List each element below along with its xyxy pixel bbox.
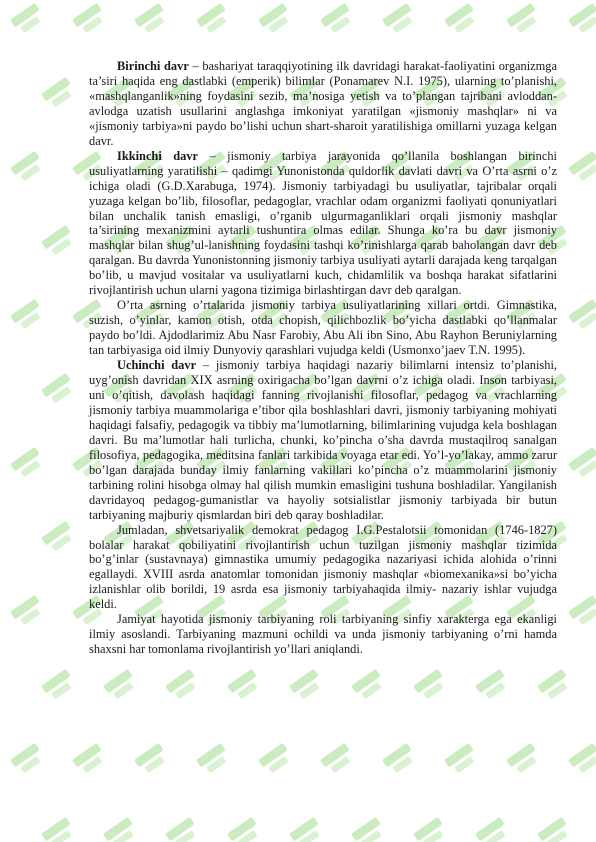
watermark-mark bbox=[506, 3, 541, 36]
watermark-mark bbox=[72, 3, 107, 36]
paragraph-second-period bbox=[89, 149, 557, 299]
watermark-mark bbox=[41, 521, 76, 554]
paragraph-text: Jamiyat hayotida jismoniy tarbiyaning roli tarbiyaning sinfiy xarakterga ega ekanligi ilmiy asoslandi. Tarbiyaning mazmuni ochildi va unda jismoniy tarbiyaning o’rni hamda shaxsni har tomonlama rivojlantirish yo’llari aniqlandi. bbox=[89, 612, 557, 657]
watermark-mark bbox=[568, 3, 596, 36]
watermark-mark bbox=[382, 3, 417, 36]
paragraph-text: O’rta asrning o’rtalarida jismoniy tarbiya usuliyatlarining xillari ortdi. Gimnastika, suzish, o’yinlar, kamon otish, otda chopish, qilichbozlik bo’yicha dastlabki qo’llanmalar paydo bo’ldi. Ajdodlarimiz Abu Nasr Farobiy, Abu Ali ibn Sino, Abu Rayhon Beruniylarning tan tarbiyasiga oid ilmiy Dunyoviy qarashlari vujudga keldi (Usmonxo’jaev T.N. 1995). bbox=[89, 298, 557, 358]
watermark-mark bbox=[568, 299, 596, 332]
watermark-mark bbox=[41, 669, 76, 702]
watermark-mark bbox=[320, 743, 355, 776]
watermark-mark bbox=[41, 373, 76, 406]
paragraph-middle-ages bbox=[89, 298, 557, 358]
watermark-mark bbox=[227, 817, 262, 842]
watermark-mark bbox=[444, 743, 479, 776]
paragraph-lead: Ikkinchi davr bbox=[117, 148, 199, 163]
watermark-mark bbox=[196, 3, 231, 36]
paragraph-third-period bbox=[89, 358, 557, 522]
watermark-mark bbox=[41, 225, 76, 258]
paragraph-text: – jismoniy tarbiya jarayonida qo’llanila boshlangan birinchi usuliyatlarning yaratilishi – qadimgi Yunonistonda quldorlik davlati davri va O’rta asrni o’z ichiga oladi (G.D.Xarabuga, 1974). Jismoniy tarbiyadagi bu usuliyatlar, tajribalar orqali yuzaga kelgan bo’lib, filosoflar, pedagoglar, vrachlar odam organizmi faoliyati qonuniyatlari bilan unchalik tanish emasligi, o’rganib ulgurmaganliklari orqali jismoniy mashqlar ta’sirining mexanizmini aytarli tushuntira olmas edilar. Shunga ko’ra bu davr jismoniy mashqlar bilan shug’ul-lanishning foydasini tashqi ko’rinishlarga qarab baholangan davr deb qaralgan. Bu davrda Yunonistonning jismoniy tarbiya usuliyati aytarli darajada keng tarqalgan bo’lib, u mavjud vositalar va usuliyatlarni kuch, chidamlilik va boshqa harakat sifatlarini rivojlantirish uchun ularni yagona tizimiga birlashtirgan davr deb qaralgan. bbox=[89, 148, 558, 298]
watermark-mark bbox=[289, 817, 324, 842]
paragraph-pestalozzi bbox=[89, 523, 557, 613]
watermark-mark bbox=[475, 817, 510, 842]
watermark-mark bbox=[537, 669, 572, 702]
watermark-mark bbox=[568, 595, 596, 628]
watermark-mark bbox=[568, 743, 596, 776]
watermark-mark bbox=[165, 817, 200, 842]
watermark-mark bbox=[475, 669, 510, 702]
watermark-mark bbox=[506, 743, 541, 776]
watermark-mark bbox=[10, 299, 45, 332]
watermark-mark bbox=[258, 3, 293, 36]
watermark-mark bbox=[10, 3, 45, 36]
paragraph-first-period bbox=[89, 59, 557, 149]
watermark-mark bbox=[351, 669, 386, 702]
watermark-mark bbox=[382, 743, 417, 776]
watermark-mark bbox=[72, 743, 107, 776]
watermark-mark bbox=[568, 447, 596, 480]
paragraph-text: – bashariyat taraqqiyotining ilk davridagi harakat-faoliyatini organizmga ta’siri haqida eng dastlabki (emperik) bilimlar (Ponamarev N.I. 1975), ularning to’planishi, «mashqlanganlik»ning foydasini sezib, ma’nosiga yetish va to’plangan tajribani avloddan-avlodga uzatish usullarini anglashga imkoniyat yaratilgan «jismoniy mashqlar» ni va «jismoniy tarbiya»ni paydo bo’lishi uchun shart-sharoit yaratilishiga omillarni yuzaga kelgan davr. bbox=[89, 59, 557, 148]
watermark-mark bbox=[165, 669, 200, 702]
watermark-mark bbox=[413, 817, 448, 842]
watermark-mark bbox=[103, 817, 138, 842]
watermark-mark bbox=[103, 669, 138, 702]
paragraph-text: – jismoniy tarbiya haqidagi nazariy bilimlarni intensiz to’planishi, uyg’onish davridan XIX asrning oxirigacha bo’lgan davrni o’z ichiga oladi. Inson tarbiyasi, uni o’qitish, davolash haqidagi fanning rivojlanishi filosoflar, pedagog va vrachlarning jismoniy tarbiya muammolariga e’tibor qila boshlashlari davri, jismoniy tarbiyaning mohiyati haqidagi falsafiy, pedagogik va tibbiy ma’lumotlarning, bilimlarining vujudga kela boshlagan davri. Bu ma’lumotlar hali turlicha, chunki, ko’pincha o’sha davrda mustaqilroq sanalgan filosofiya, pedagogika, meditsina fanlari tarkibida voyaga etar edi. Yo’l-yo’lakay, ammo zarur bo’lgan darajada bunday ilmiy fanlarning vakillari ko’pincha o’z muammolarini jismoniy tarbining rolini hisobga olmay hal qilish mumkin emasligini tushuna boshladilar. Yangilanish davridayoq pedagog-gumanistlar va hayoliy sotsialistlar jismoniy tarbiyada bir butun tarbiyaning majburiy qismlardan biri deb qaray boshladilar. bbox=[89, 358, 557, 522]
watermark-mark bbox=[320, 3, 355, 36]
watermark-mark bbox=[41, 817, 76, 842]
watermark-mark bbox=[351, 817, 386, 842]
document-body bbox=[89, 59, 557, 657]
watermark-mark bbox=[568, 151, 596, 184]
watermark-mark bbox=[196, 743, 231, 776]
watermark-mark bbox=[10, 151, 45, 184]
watermark-mark bbox=[134, 3, 169, 36]
paragraph-lead: Birinchi davr bbox=[117, 59, 189, 73]
paragraph-text: Jumladan, shvetsariyalik demokrat pedagog I.G.Pestalotsii tomonidan (1746-1827) bolalar harakat qobiliyatini rivojlantirish uchun tuzilgan jismoniy mashqlar tizimida bo’g’inlar (sustavnaya) gimnastika umumiy pedagogika nazariyasi ichida alohida o’rinni egallaydi. XVIII asrda anatomlar tomonidan jismoniy mashqlar «biomexanika»si bo’yicha izlanishlar olib borildi, 19 asrda esa jismoniy tarbiyahaqida ilmiy- nazariy ishlar vujudga keldi. bbox=[89, 522, 557, 612]
watermark-mark bbox=[227, 669, 262, 702]
watermark-mark bbox=[444, 3, 479, 36]
watermark-mark bbox=[10, 743, 45, 776]
watermark-mark bbox=[41, 77, 76, 110]
watermark-mark bbox=[10, 447, 45, 480]
watermark-mark bbox=[134, 743, 169, 776]
watermark-mark bbox=[413, 669, 448, 702]
paragraph-society bbox=[89, 612, 557, 657]
watermark-mark bbox=[537, 817, 572, 842]
watermark-mark bbox=[289, 669, 324, 702]
watermark-mark bbox=[10, 595, 45, 628]
paragraph-lead: Uchinchi davr bbox=[117, 358, 197, 373]
watermark-mark bbox=[258, 743, 293, 776]
